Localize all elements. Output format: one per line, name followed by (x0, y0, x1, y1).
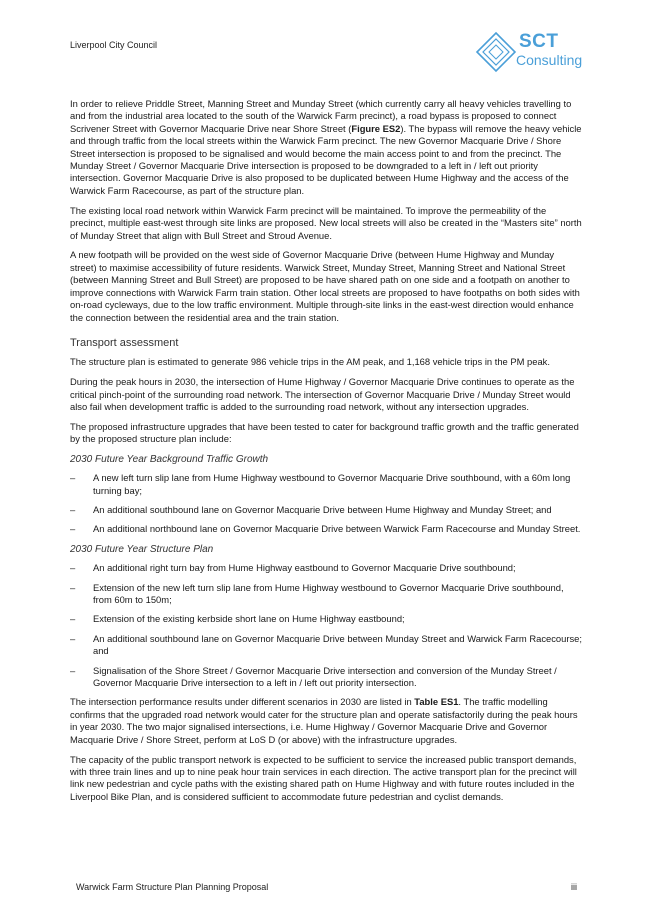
footer-page-number: iii (571, 882, 577, 892)
list-item: – An additional right turn bay from Hume Highway eastbound to Governor Macquarie Drive southbound; (70, 562, 516, 574)
list-item: – Extension of the existing kerbside short lane on Hume Highway eastbound; (70, 613, 405, 625)
paragraph-upgrades-intro: The proposed infrastructure upgrades that have been tested to cater for background traffic growth and the traffic generated by the proposed structure plan include: (70, 420, 579, 445)
document-body (70, 98, 582, 811)
list-item: – Extension of the new left turn slip lane from Hume Highway westbound to Governor Macquarie Drive southbound, from 60m to 150m; (70, 581, 564, 605)
paragraph-footpath: A new footpath will be provided on the west side of Governor Macquarie Drive (between Hume Highway and Munday street) to maximise accessibility of future residents. Warwick Street, Munday Street, Manning Street and National Street (between Manning Street and Bull Street) are proposed to be have shared path on one side and a footpath on another to improve connections with Warwick Farm train station. Other local streets are proposed to have footpaths on both sides with on-road cycleways, due to the low traffic environment. Multiple through-site links in the east-west direction would enhance the connection between the residential area and the train station. (70, 249, 580, 323)
list-item: – An additional southbound lane on Governor Macquarie Drive between Munday Street and Warwick Farm Racecourse; and (70, 632, 582, 657)
logo-subtitle: Consulting (516, 52, 583, 68)
paragraph-peak-hours: During the peak hours in 2030, the intersection of Hume Highway / Governor Macquarie Drive continues to operate as the critical pinch-point of the surrounding road network. The intersection of Governor Macquarie Drive / Munday Street would also fail when development traffic is added to the surrounding road network, without any intersection upgrades. (70, 376, 575, 413)
list-structure-plan (70, 562, 582, 689)
list-item: – A new left turn slip lane from Hume Highway westbound to Governor Macquarie Drive southbound, with a 60m long turning bay; (70, 472, 571, 496)
paragraph-trip-generation: The structure plan is estimated to generate 986 vehicle trips in the AM peak, and 1,168 vehicle trips in the PM peak. (70, 356, 550, 368)
list-item: – An additional southbound lane on Governor Macquarie Drive between Hume Highway and Munday Street; and (70, 503, 552, 515)
table-reference: Table ES1 (414, 696, 459, 708)
section-heading-transport-assessment: Transport assessment (70, 336, 179, 349)
subheading-structure-plan: 2030 Future Year Structure Plan (70, 543, 214, 555)
list-background-growth (70, 472, 582, 536)
paragraph-bypass: In order to relieve Priddle Street, Manning Street and Munday Street (which currently carry all heavy vehicles travelling to and from the industrial area located to the south of the Warwick Farm precinct), a road bypass is proposed to connect Scrivener Street with Governor Macquarie Drive near Shore Street (Figure ES2). The bypass will remove the heavy vehicle and through traffic from the local streets within the Warwick Farm precinct. The new Governor Macquarie Drive / Shore Street intersection is proposed to be signalised and would become the main access point to and from the precinct. The Munday Street / Governor Macquarie Drive intersection is proposed to be downgraded to a left in / left out priority intersection. Governor Macquarie Drive is also proposed to be duplicated between Hume Highway and the access of the Warwick Farm Racecourse, as part of the structure plan. (70, 98, 582, 196)
logo-brand: SCT (519, 31, 559, 52)
header-organization: Liverpool City Council (70, 40, 158, 50)
figure-reference: Figure ES2 (351, 122, 401, 134)
sct-consulting-logo (474, 30, 594, 76)
paragraph-performance-results: The intersection performance results under different scenarios in 2030 are listed in Table ES1. The traffic modelling confirms that the upgraded road network would cater for the structure plan and operate satisfactorily during the peak hours in year 2030. The two major signalised intersections, i.e. Hume Highway / Governor Macquarie Drive and Governor Macquarie Drive / Shore Street, perform at LoS D (or above) with the infrastructure upgrades. (70, 696, 578, 745)
paragraph-public-transport: The capacity of the public transport network is expected to be sufficient to service the increased public transport demands, with three train lines and up to nine peak hour train services in each direction. The active transport plan for the precinct will link new pedestrian and cycle paths with the existing shared path on Hume Highway and with future routes included in the Liverpool Bike Plan, and is considered sufficient to accommodate future pedestrian and cyclist demands. (70, 753, 577, 802)
diamond-logo-icon (474, 30, 518, 74)
list-item: – Signalisation of the Shore Street / Governor Macquarie Drive intersection and conversion of the Munday Street / Governor Macquarie Drive intersection to a left in / left out priority intersection. (70, 664, 557, 689)
subheading-background-growth: 2030 Future Year Background Traffic Growth (70, 453, 269, 465)
list-item: – An additional northbound lane on Governor Macquarie Drive between Warwick Farm Racecourse and Munday Street. (70, 523, 581, 535)
footer-document-title: Warwick Farm Structure Plan Planning Proposal (76, 882, 269, 892)
paragraph-local-network: The existing local road network within Warwick Farm precinct will be maintained. To improve the permeability of the precinct, multiple east-west through site links are proposed. New local streets will also be created in the “Masters site” north of Munday Street that align with Bull Street and Stroud Avenue. (70, 204, 582, 241)
